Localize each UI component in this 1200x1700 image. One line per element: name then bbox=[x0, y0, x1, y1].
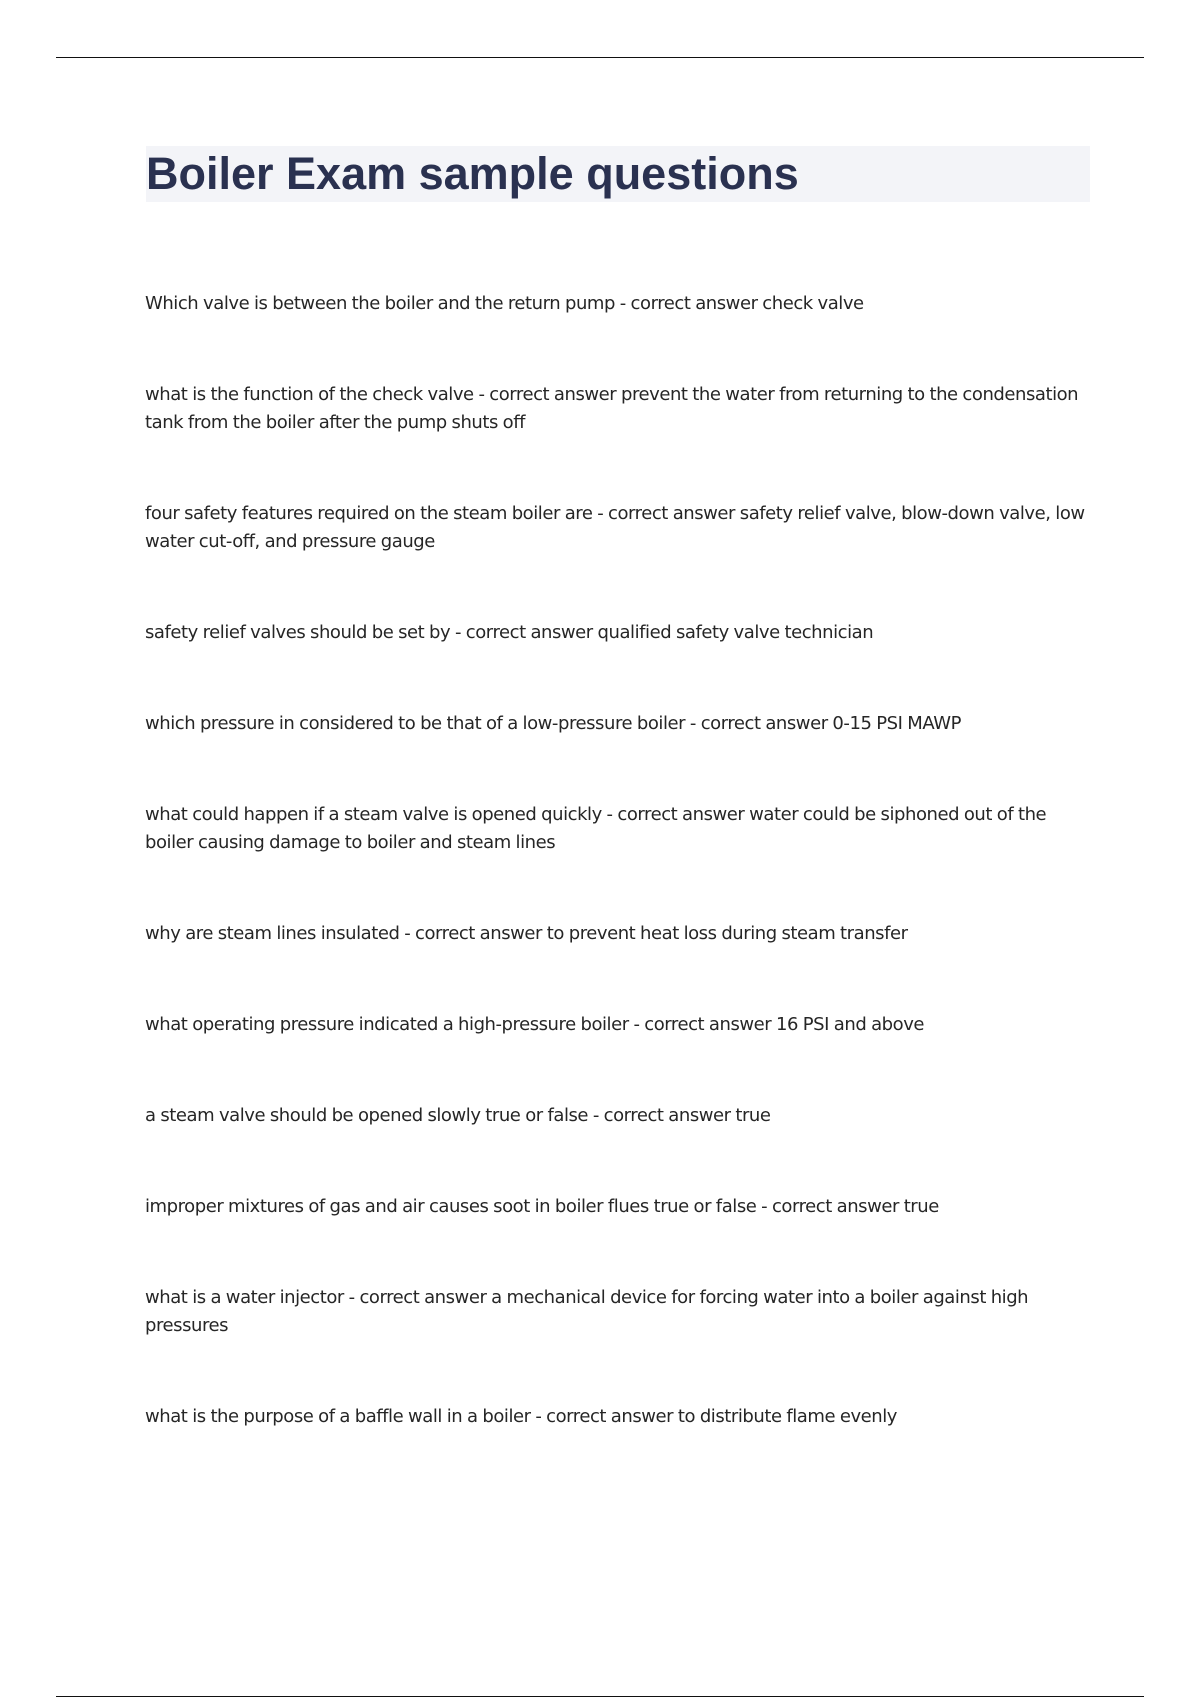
question-item: why are steam lines insulated - correct answer to prevent heat loss during steam transfer bbox=[145, 923, 908, 944]
question-item: what operating pressure indicated a high-pressure boiler - correct answer 16 PSI and above bbox=[145, 1014, 925, 1035]
top-rule bbox=[56, 57, 1144, 58]
question-item: what could happen if a steam valve is opened quickly - correct answer water could be siphoned out of the boiler causing damage to boiler and steam lines bbox=[145, 804, 1047, 853]
question-list bbox=[145, 290, 1095, 1494]
question-item: four safety features required on the steam boiler are - correct answer safety relief valve, blow-down valve, low water cut-off, and pressure gauge bbox=[145, 503, 1085, 552]
question-item: which pressure in considered to be that of a low-pressure boiler - correct answer 0-15 PSI MAWP bbox=[145, 713, 961, 734]
question-item: improper mixtures of gas and air causes soot in boiler flues true or false - correct answer true bbox=[145, 1196, 939, 1217]
question-item: what is the function of the check valve - correct answer prevent the water from returning to the condensation tank from the boiler after the pump shuts off bbox=[145, 384, 1079, 433]
page-title: Boiler Exam sample questions bbox=[146, 148, 799, 199]
question-item: safety relief valves should be set by - correct answer qualified safety valve technician bbox=[145, 622, 874, 643]
question-item: what is the purpose of a baffle wall in a boiler - correct answer to distribute flame evenly bbox=[145, 1406, 897, 1427]
question-item: a steam valve should be opened slowly true or false - correct answer true bbox=[145, 1105, 771, 1126]
question-item: Which valve is between the boiler and the return pump - correct answer check valve bbox=[145, 293, 864, 314]
bottom-rule bbox=[56, 1696, 1144, 1697]
question-item: what is a water injector - correct answer a mechanical device for forcing water into a boiler against high pressures bbox=[145, 1287, 1029, 1336]
